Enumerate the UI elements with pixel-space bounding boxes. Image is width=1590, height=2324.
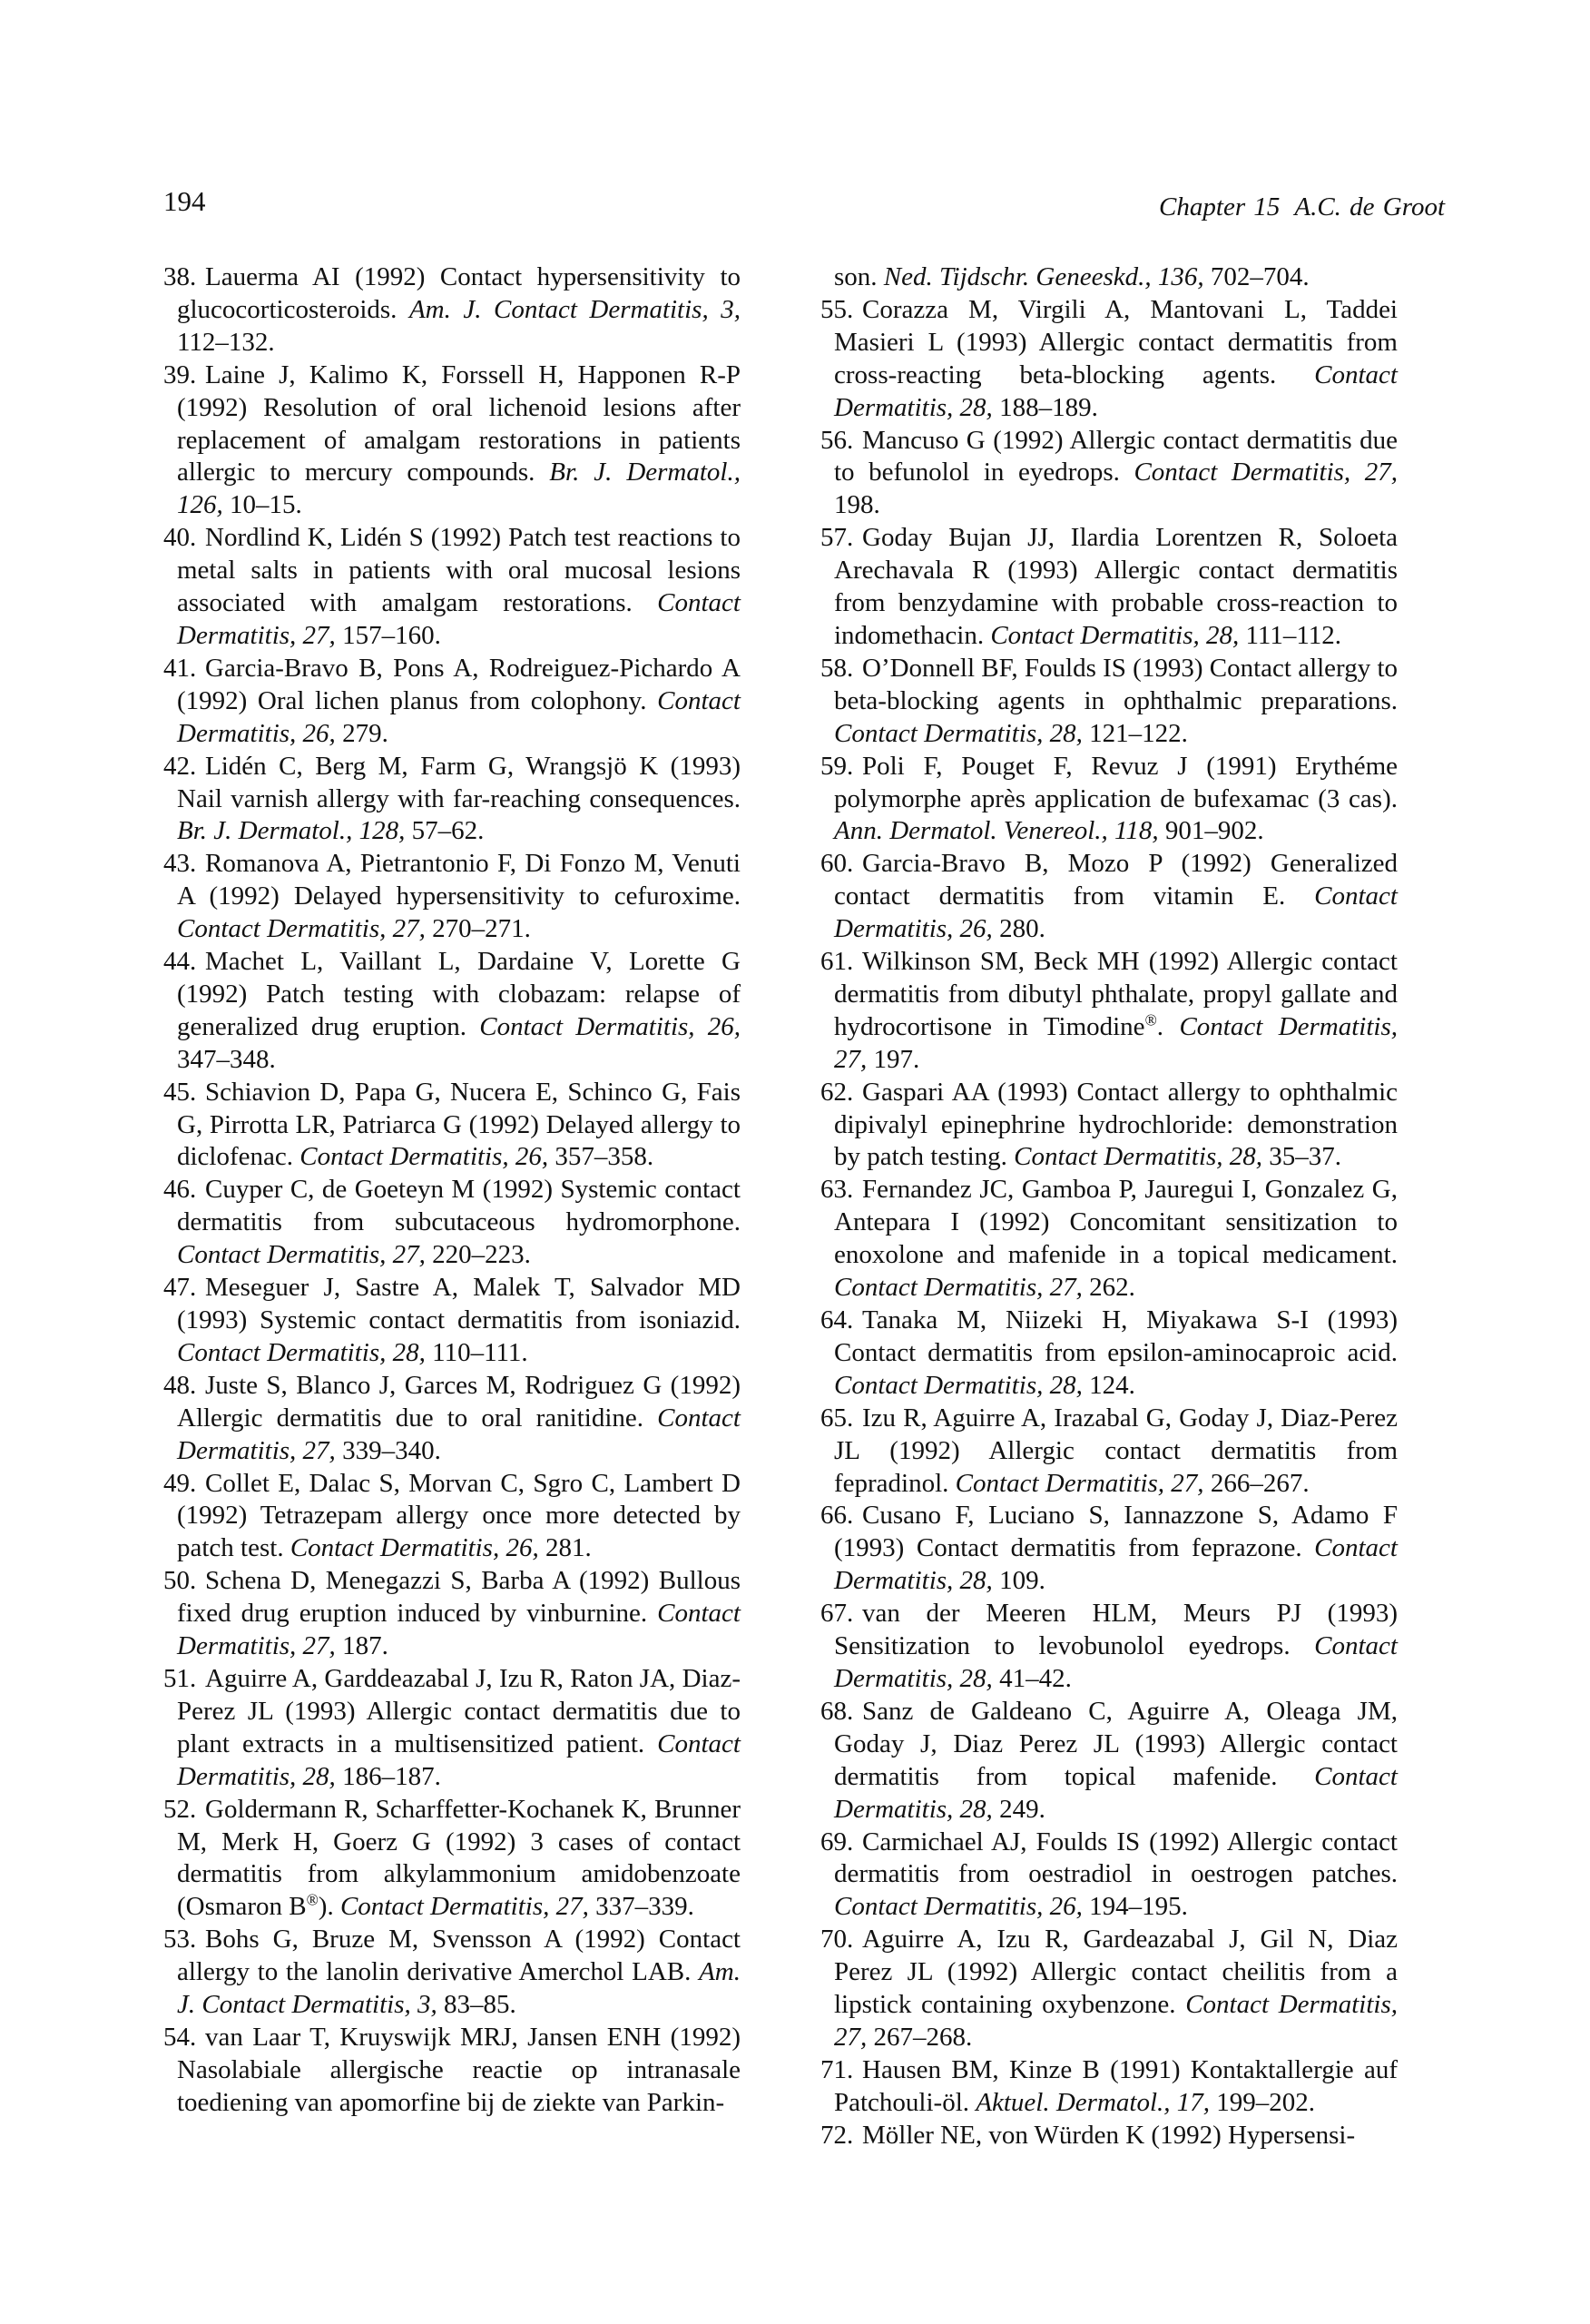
journal-citation: Contact Dermatitis, 27, — [177, 588, 741, 650]
reference-number: 49. — [163, 1468, 197, 1498]
reference-text: 194–195. — [1082, 1892, 1188, 1922]
reference-text: 124. — [1082, 1370, 1135, 1400]
reference-number: 57. — [820, 523, 854, 553]
reference-number: 43. — [163, 849, 197, 879]
reference-item — [820, 1598, 1398, 1696]
reference-item — [820, 294, 1398, 425]
reference-text: Wilkinson SM, Beck MH (1992) Allergic contact dermatitis from dibutyl phthalate, propyl gallate and hydrocortisone in Timodine — [834, 947, 1398, 1041]
reference-text: 901–902. — [1158, 816, 1264, 846]
reference-text: Schiavion D, Papa G, Nucera E, Schinco G, Fais G, Pirrotta LR, Patriarca G (1992) Delayed allergy to diclofenac. — [177, 1077, 741, 1172]
journal-citation: Ned. Tijdschr. Geneeskd., 136, — [883, 262, 1204, 291]
reference-text: 270–271. — [425, 914, 531, 944]
reference-number: 39. — [163, 359, 197, 389]
reference-text: Goday Bujan JJ, Ilardia Lorentzen R, Soloeta Arechavala R (1993) Allergic contact dermatitis from benzydamine with probable cross-reaction to indomethacin. — [834, 523, 1398, 650]
reference-item — [163, 1794, 741, 1925]
reference-text: 186–187. — [335, 1761, 441, 1791]
reference-text: 157–160. — [335, 620, 441, 650]
reference-text: 109. — [992, 1566, 1045, 1596]
reference-number: 71. — [820, 2054, 854, 2084]
reference-item — [163, 522, 741, 653]
reference-text: Sanz de Galdeano C, Aguirre A, Oleaga JM, Goday J, Diaz Perez JL (1993) Allergic contact dermatitis from topical mafenide. — [834, 1696, 1398, 1791]
reference-number: 61. — [820, 947, 854, 977]
reference-number: 52. — [163, 1794, 197, 1824]
reference-item — [820, 946, 1398, 1077]
reference-text: 121–122. — [1082, 718, 1188, 748]
reference-number: 62. — [820, 1077, 854, 1107]
reference-text: Garcia-Bravo B, Pons A, Rodreiguez-Pichardo A (1992) Oral lichen planus from colophony. — [177, 653, 741, 715]
reference-item — [163, 1468, 741, 1566]
reference-item — [163, 2022, 741, 2120]
journal-citation: Contact Dermatitis, 27, — [834, 1990, 1398, 2052]
reference-item — [820, 1174, 1398, 1305]
journal-citation: Contact Dermatitis, 27, — [339, 1892, 589, 1922]
journal-citation: Contact Dermatitis, 27, — [955, 1468, 1204, 1498]
reference-item — [163, 1077, 741, 1175]
reference-text: Romanova A, Pietrantonio F, Di Fonzo M, Venuti A (1992) Delayed hypersensitivity to cefuroxime. — [177, 849, 741, 911]
reference-text: Cusano F, Luciano S, Iannazzone S, Adamo F (1993) Contact dermatitis from feprazone. — [834, 1501, 1398, 1563]
journal-citation: Contact Dermatitis, 28, — [990, 620, 1240, 650]
reference-item — [163, 261, 741, 359]
journal-citation: Contact Dermatitis, 26, — [177, 685, 741, 748]
reference-number: 56. — [820, 425, 854, 455]
journal-citation: Contact Dermatitis, 28, — [1014, 1142, 1263, 1172]
reference-number: 58. — [820, 653, 854, 683]
reference-text: 35–37. — [1262, 1142, 1342, 1172]
journal-citation: Contact Dermatitis, 27, — [1134, 458, 1398, 487]
journal-citation: Contact Dermatitis, 26, — [290, 1533, 539, 1563]
reference-item — [820, 1827, 1398, 1925]
reference-text: Bohs G, Bruze M, Svensson A (1992) Contact allergy to the lanolin derivative Amerchol LAB. — [177, 1925, 741, 1987]
reference-number: 38. — [163, 262, 197, 291]
journal-citation: Contact Dermatitis, 26, — [834, 1892, 1083, 1922]
reference-text: 199–202. — [1210, 2087, 1315, 2117]
reference-text: van Laar T, Kruyswijk MRJ, Jansen ENH (1992) Nasolabiale allergische reactie op intranasale toediening van apomorfine bij de ziekte van Parkin- — [177, 2022, 741, 2117]
reference-item — [163, 1272, 741, 1370]
reference-text: Aguirre A, Garddeazabal J, Izu R, Raton JA, Diaz-Perez JL (1993) Allergic contact dermatitis due to plant extracts in a multisensitized patient. — [177, 1663, 741, 1758]
reference-number: 41. — [163, 653, 197, 683]
journal-citation: Contact Dermatitis, 26, — [479, 1011, 741, 1041]
reference-text: 357–358. — [548, 1142, 654, 1172]
reference-number: 54. — [163, 2022, 197, 2052]
reference-text: 281. — [538, 1533, 592, 1563]
reference-text: son. — [834, 262, 884, 291]
reference-text: Machet L, Vaillant L, Dardaine V, Lorette G (1992) Patch testing with clobazam: relapse of generalized drug eruption. — [177, 947, 741, 1041]
reference-item — [163, 1924, 741, 2022]
reference-text: . — [1156, 1011, 1180, 1041]
page-number: 194 — [163, 185, 206, 217]
reference-column-right — [820, 261, 1398, 2152]
reference-text: Collet E, Dalac S, Morvan C, Sgro C, Lambert D (1992) Tetrazepam allergy once more detected by patch test. — [177, 1468, 741, 1563]
reference-item — [820, 2054, 1398, 2120]
reference-text: 347–348. — [177, 1044, 276, 1074]
reference-number: 64. — [820, 1305, 854, 1334]
reference-number: 51. — [163, 1663, 197, 1693]
journal-citation: Contact Dermatitis, 28, — [177, 1337, 426, 1367]
reference-text: Garcia-Bravo B, Mozo P (1992) Generalized contact dermatitis from vitamin E. — [834, 849, 1398, 911]
reference-text: 188–189. — [992, 392, 1098, 422]
reference-text: 187. — [335, 1631, 388, 1661]
reference-text: 267–268. — [867, 2022, 973, 2052]
reference-item — [820, 1500, 1398, 1598]
reference-text: ). — [318, 1892, 340, 1922]
reference-text: 110–111. — [425, 1337, 528, 1367]
registered-mark: ® — [1144, 1010, 1157, 1029]
reference-text: 279. — [335, 718, 388, 748]
reference-text: 337–339. — [588, 1892, 694, 1922]
reference-text: Gaspari AA (1993) Contact allergy to ophthalmic dipivalyl epinephrine hydrochloride: demonstration by patch testing. — [834, 1077, 1398, 1172]
reference-text: Poli F, Pouget F, Revuz J (1991) Erythéme polymorphe après application de bufexamac (3 cas). — [834, 751, 1398, 813]
reference-text: van der Meeren HLM, Meurs PJ (1993) Sensitization to levobunolol eyedrops. — [834, 1599, 1398, 1661]
reference-item — [163, 359, 741, 523]
journal-citation: Am. J. Contact Dermatitis, 3, — [177, 1957, 741, 2020]
journal-citation: Contact Dermatitis, 26, — [834, 881, 1398, 944]
reference-number: 44. — [163, 947, 197, 977]
journal-citation: Contact Dermatitis, 27, — [177, 1240, 426, 1270]
reference-text: O’Donnell BF, Foulds IS (1993) Contact allergy to beta-blocking agents in ophthalmic preparations. — [834, 653, 1398, 715]
journal-citation: Contact Dermatitis, 27, — [177, 1599, 741, 1661]
journal-citation: Br. J. Dermatol., 126, — [177, 458, 741, 520]
reference-text: Cuyper C, de Goeteyn M (1992) Systemic contact dermatitis from subcutaceous hydromorphone. — [177, 1175, 741, 1237]
reference-number: 59. — [820, 751, 854, 781]
reference-number: 40. — [163, 523, 197, 553]
registered-mark: ® — [306, 1890, 319, 1909]
reference-number: 45. — [163, 1077, 197, 1107]
reference-item — [820, 425, 1398, 523]
journal-citation: Contact Dermatitis, 28, — [834, 359, 1398, 422]
reference-item — [163, 1565, 741, 1663]
journal-citation: Contact Dermatitis, 28, — [834, 1761, 1398, 1824]
reference-text: Izu R, Aguirre A, Irazabal G, Goday J, Diaz-Perez JL (1992) Allergic contact dermatitis from fepradinol. — [834, 1403, 1398, 1498]
reference-text: Meseguer J, Sastre A, Malek T, Salvador MD (1993) Systemic contact dermatitis from isoniazid. — [177, 1273, 741, 1334]
reference-text: 111–112. — [1239, 620, 1342, 650]
reference-number: 60. — [820, 849, 854, 879]
reference-text: 41–42. — [992, 1663, 1072, 1693]
reference-item — [163, 751, 741, 849]
reference-text: 57–62. — [405, 816, 485, 846]
reference-number: 48. — [163, 1370, 197, 1400]
reference-item — [820, 1924, 1398, 2054]
reference-item — [820, 848, 1398, 946]
reference-text: Laine J, Kalimo K, Forssell H, Happonen R-P (1992) Resolution of oral lichenoid lesions after replacement of amalgam restorations in patients allergic to mercury compounds. — [177, 359, 741, 487]
reference-text: Lauerma AI (1992) Contact hypersensitivity to glucocorticosteroids. — [177, 262, 741, 324]
reference-number: 67. — [820, 1599, 854, 1629]
reference-item — [163, 848, 741, 946]
reference-text: Goldermann R, Scharffetter-Kochanek K, Brunner M, Merk H, Goerz G (1992) 3 cases of contact dermatitis from alkylammonium amidobenzoate (Osmaron B — [177, 1794, 741, 1922]
reference-number: 55. — [820, 294, 854, 324]
journal-citation: Aktuel. Dermatol., 17, — [976, 2087, 1210, 2117]
running-head — [1159, 191, 1445, 223]
reference-text: Hausen BM, Kinze B (1991) Kontaktallergie auf Patchouli-öl. — [834, 2054, 1398, 2117]
reference-continuation — [820, 261, 1398, 294]
reference-text: 262. — [1082, 1273, 1135, 1303]
reference-item — [820, 653, 1398, 751]
reference-column-left — [163, 261, 741, 2120]
journal-citation: Contact Dermatitis, 28, — [834, 718, 1083, 748]
reference-item — [820, 522, 1398, 653]
reference-text: Aguirre A, Izu R, Gardeazabal J, Gil N, Diaz Perez JL (1992) Allergic contact cheilitis from a lipstick containing oxybenzone. — [834, 1925, 1398, 2020]
journal-citation: Contact Dermatitis, 28, — [834, 1533, 1398, 1596]
reference-number: 68. — [820, 1696, 854, 1726]
reference-number: 42. — [163, 751, 197, 781]
reference-item — [820, 1305, 1398, 1403]
reference-number: 50. — [163, 1566, 197, 1596]
journal-citation: Contact Dermatitis, 26, — [299, 1142, 549, 1172]
journal-citation: Contact Dermatitis, 27, — [834, 1273, 1083, 1303]
reference-number: 63. — [820, 1175, 854, 1205]
journal-citation: Contact Dermatitis, 28, — [177, 1728, 741, 1791]
reference-item — [820, 751, 1398, 849]
reference-text: 280. — [992, 914, 1045, 944]
journal-citation: Am. J. Contact Dermatitis, 3, — [408, 294, 741, 324]
reference-item — [163, 653, 741, 751]
reference-text: 220–223. — [425, 1240, 531, 1270]
reference-item — [820, 1077, 1398, 1175]
reference-text: Möller NE, von Würden K (1992) Hypersensi- — [862, 2120, 1356, 2150]
reference-item — [820, 1403, 1398, 1501]
reference-number: 69. — [820, 1827, 854, 1856]
reference-text: Carmichael AJ, Foulds IS (1992) Allergic contact dermatitis from oestradiol in oestrogen patches. — [834, 1827, 1398, 1889]
reference-text: 112–132. — [177, 327, 275, 357]
reference-text: Schena D, Menegazzi S, Barba A (1992) Bullous fixed drug eruption induced by vinburnine. — [177, 1566, 741, 1629]
reference-text: Corazza M, Virgili A, Mantovani L, Taddei Masieri L (1993) Allergic contact dermatitis from cross-reacting beta-blocking agents. — [834, 294, 1398, 389]
reference-text: Tanaka M, Niizeki H, Miyakawa S-I (1993) Contact dermatitis from epsilon-aminocaproic acid. — [834, 1305, 1398, 1367]
reference-item — [163, 946, 741, 1077]
reference-number: 72. — [820, 2120, 854, 2150]
reference-number: 53. — [163, 1925, 197, 1955]
reference-text: Mancuso G (1992) Allergic contact dermatitis due to befunolol in eyedrops. — [834, 425, 1398, 487]
journal-citation: Contact Dermatitis, 27, — [177, 1403, 741, 1465]
author-label: A.C. de Groot — [1294, 192, 1445, 222]
reference-item — [820, 1696, 1398, 1827]
reference-text: 249. — [992, 1794, 1045, 1824]
reference-number: 47. — [163, 1273, 197, 1303]
reference-number: 66. — [820, 1501, 854, 1531]
journal-citation: Contact Dermatitis, 27, — [177, 914, 426, 944]
reference-item — [820, 2120, 1398, 2152]
journal-citation: Br. J. Dermatol., 128, — [177, 816, 406, 846]
journal-citation: Contact Dermatitis, 28, — [834, 1370, 1083, 1400]
reference-number: 46. — [163, 1175, 197, 1205]
chapter-label: Chapter 15 — [1159, 192, 1281, 222]
reference-text: Lidén C, Berg M, Farm G, Wrangsjö K (1993) Nail varnish allergy with far-reaching consequences. — [177, 751, 741, 813]
reference-item — [163, 1174, 741, 1272]
reference-text: 266–267. — [1203, 1468, 1310, 1498]
reference-item — [163, 1370, 741, 1468]
reference-item — [163, 1663, 741, 1794]
journal-citation: Ann. Dermatol. Venereol., 118, — [834, 816, 1159, 846]
reference-text: Nordlind K, Lidén S (1992) Patch test reactions to metal salts in patients with oral mucosal lesions associated with amalgam restorations. — [177, 523, 741, 618]
reference-text: 339–340. — [335, 1435, 441, 1465]
journal-citation: Contact Dermatitis, 27, — [834, 1011, 1399, 1074]
journal-citation: Contact Dermatitis, 28, — [834, 1631, 1398, 1693]
reference-text: 198. — [834, 490, 880, 520]
reference-text: Juste S, Blanco J, Garces M, Rodriguez G (1992) Allergic dermatitis due to oral ranitidine. — [177, 1370, 741, 1433]
reference-text: 197. — [867, 1044, 920, 1074]
reference-text: 83–85. — [437, 1990, 516, 2020]
reference-text: 10–15. — [222, 490, 302, 520]
reference-number: 65. — [820, 1403, 854, 1433]
reference-number: 70. — [820, 1925, 854, 1955]
reference-text: 702–704. — [1203, 262, 1310, 291]
reference-text: Fernandez JC, Gamboa P, Jauregui I, Gonzalez G, Antepara I (1992) Concomitant sensitization to enoxolone and mafenide in a topical medicament. — [834, 1175, 1398, 1270]
